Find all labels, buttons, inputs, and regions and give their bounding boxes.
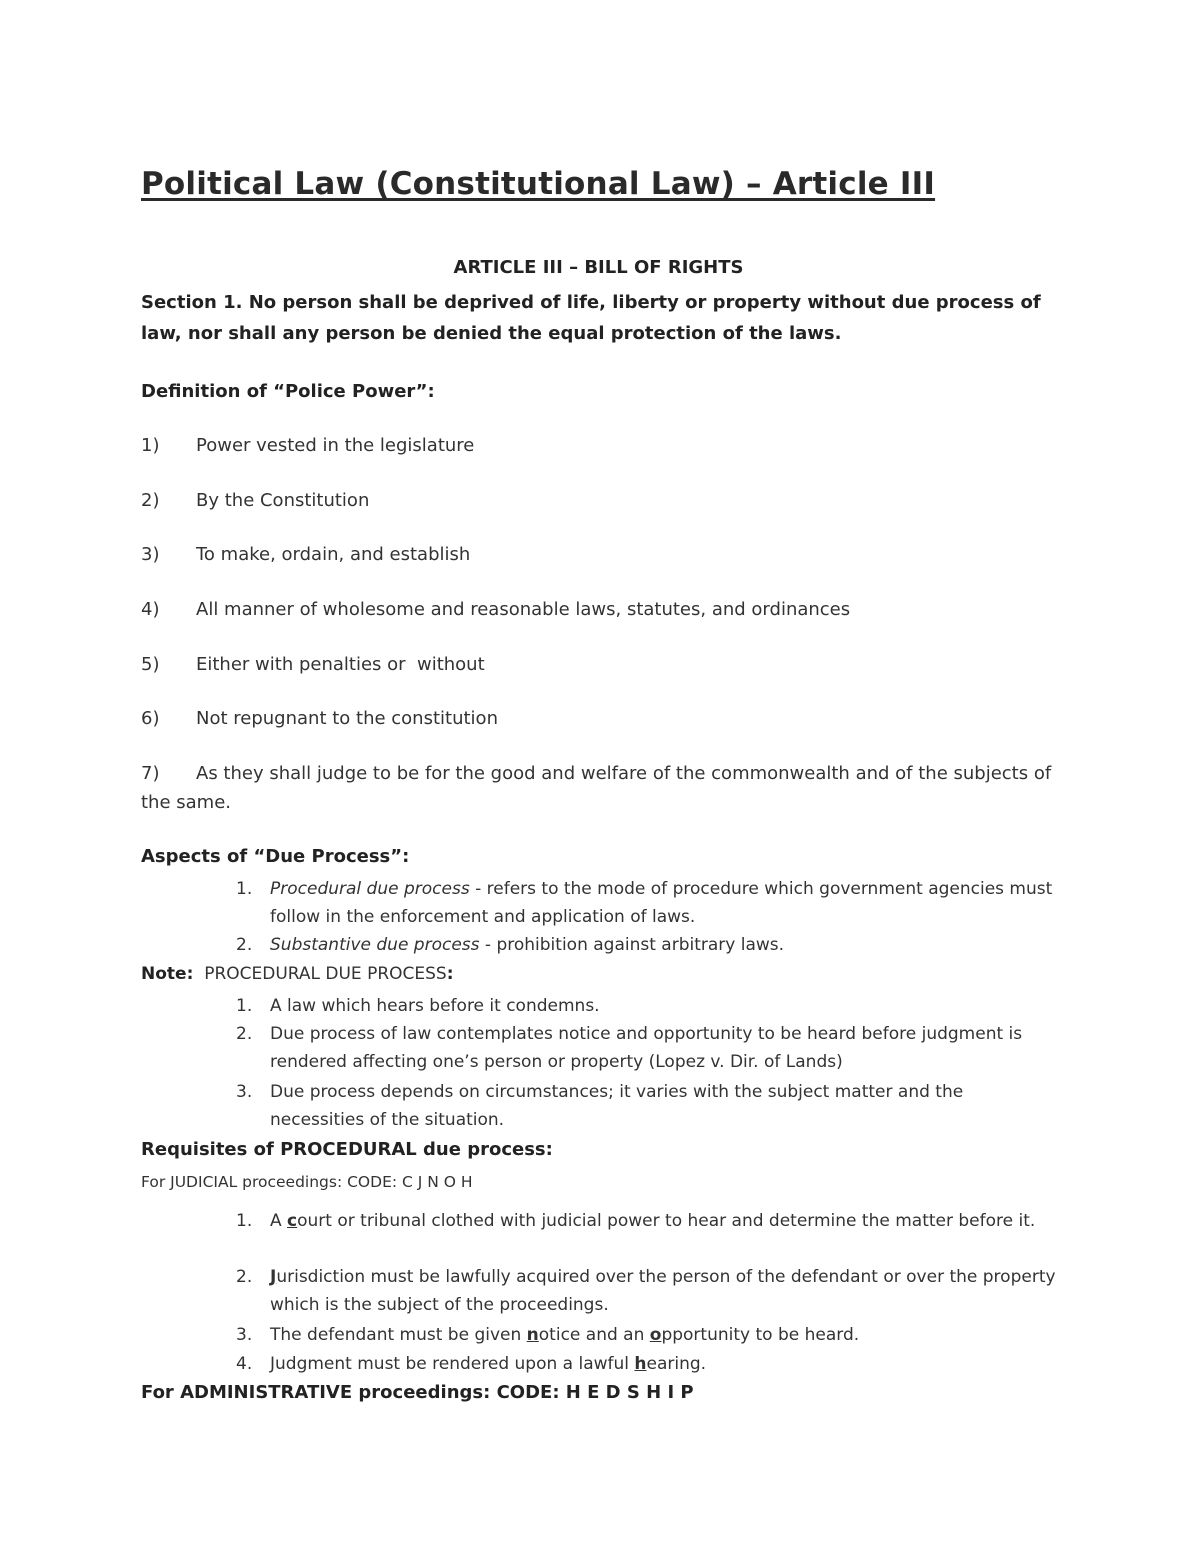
- item-text: [270, 1321, 1056, 1349]
- item-number: 3.: [236, 1325, 253, 1345]
- judicial-code-line: For JUDICIAL proceedings: CODE: C J N O H: [141, 1173, 473, 1191]
- item-number: 3): [141, 544, 160, 565]
- item-text-part: Judgment must be rendered upon a lawful: [270, 1354, 635, 1374]
- item-number: 2.: [236, 1024, 253, 1044]
- item-text: Due process of law contemplates notice and opportunity to be heard before judgment is rendered affecting one’s person or property (Lopez v. Dir. of Lands): [270, 1024, 1023, 1072]
- item-text-part: A: [270, 1211, 288, 1231]
- requisites-heading: Requisites of PROCEDURAL due process:: [141, 1139, 553, 1160]
- code-letter: J: [270, 1267, 277, 1287]
- item-text: [270, 875, 1056, 931]
- item-number: 2.: [236, 1267, 253, 1287]
- due-process-heading: Aspects of “Due Process”:: [141, 846, 410, 867]
- code-letter: h: [634, 1354, 647, 1374]
- code-letter: o: [649, 1325, 662, 1345]
- section-1-text: Section 1. No person shall be deprived of life, liberty or property without due process of law, nor shall any person be denied the equal protection of the laws.: [141, 292, 1041, 344]
- item-text: Power vested in the legislature: [196, 435, 475, 456]
- police-power-item: [141, 650, 1056, 679]
- administrative-code-line: For ADMINISTRATIVE proceedings: CODE: H E D S H I P: [141, 1382, 694, 1403]
- police-power-item: [141, 704, 1056, 733]
- note-label: Note:: [141, 964, 194, 984]
- item-number: 3.: [236, 1082, 253, 1102]
- item-text-part: pportunity to be heard.: [661, 1325, 860, 1345]
- item-text-part: earing.: [646, 1354, 707, 1374]
- item-text-part: otice and an: [538, 1325, 650, 1345]
- code-letter: c: [287, 1211, 298, 1231]
- police-power-item: [141, 486, 1056, 515]
- item-term: Substantive due process: [270, 935, 480, 955]
- police-power-item: [141, 431, 1056, 460]
- article-heading: ARTICLE III – BILL OF RIGHTS: [453, 257, 744, 278]
- item-text: Due process depends on circumstances; it varies with the subject matter and the necessities of the situation.: [270, 1082, 964, 1130]
- note-text: PROCEDURAL DUE PROCESS: [204, 964, 447, 984]
- item-number: 4): [141, 599, 160, 620]
- item-text: [270, 1263, 1056, 1319]
- item-text-part: The defendant must be given: [270, 1325, 527, 1345]
- item-text: All manner of wholesome and reasonable laws, statutes, and ordinances: [196, 599, 851, 620]
- item-number: 1): [141, 435, 160, 456]
- police-power-heading: Definition of “Police Power”:: [141, 381, 435, 402]
- item-number: 1.: [236, 879, 253, 899]
- note-colon: :: [446, 964, 454, 984]
- item-number: 2.: [236, 935, 253, 955]
- document-title: Political Law (Constitutional Law) – Article III: [141, 166, 936, 202]
- item-term: Procedural due process: [270, 879, 470, 899]
- police-power-item: [141, 540, 1056, 569]
- police-power-item: [141, 759, 1056, 817]
- item-text-part: ourt or tribunal clothed with judicial power to hear and determine the matter before it.: [297, 1211, 1036, 1231]
- item-text: To make, ordain, and establish: [196, 544, 471, 565]
- code-letter: n: [526, 1325, 539, 1345]
- item-number: 1.: [236, 1211, 253, 1231]
- note-line: [141, 964, 454, 984]
- item-text: Not repugnant to the constitution: [196, 708, 498, 729]
- item-number: 2): [141, 490, 160, 511]
- item-description: - refers to the mode of procedure which government agencies must follow in the enforcement and application of laws.: [270, 879, 1053, 927]
- item-text: [270, 931, 1056, 959]
- item-number: 7): [141, 763, 160, 784]
- item-number: 5): [141, 654, 160, 675]
- item-number: 6): [141, 708, 160, 729]
- item-text: As they shall judge to be for the good and welfare of the commonwealth and of the subjects of the same.: [141, 763, 1052, 813]
- item-number: 1.: [236, 996, 253, 1016]
- item-text-part: urisdiction must be lawfully acquired over the person of the defendant or over the property which is the subject of the proceedings.: [270, 1267, 1056, 1315]
- item-text: By the Constitution: [196, 490, 370, 511]
- item-number: 4.: [236, 1354, 253, 1374]
- police-power-item: [141, 595, 1056, 624]
- item-description: - prohibition against arbitrary laws.: [479, 935, 785, 955]
- item-text: [270, 1207, 1056, 1235]
- item-text: A law which hears before it condemns.: [270, 996, 600, 1016]
- item-text: Either with penalties or without: [196, 654, 485, 675]
- item-text: [270, 1350, 1056, 1378]
